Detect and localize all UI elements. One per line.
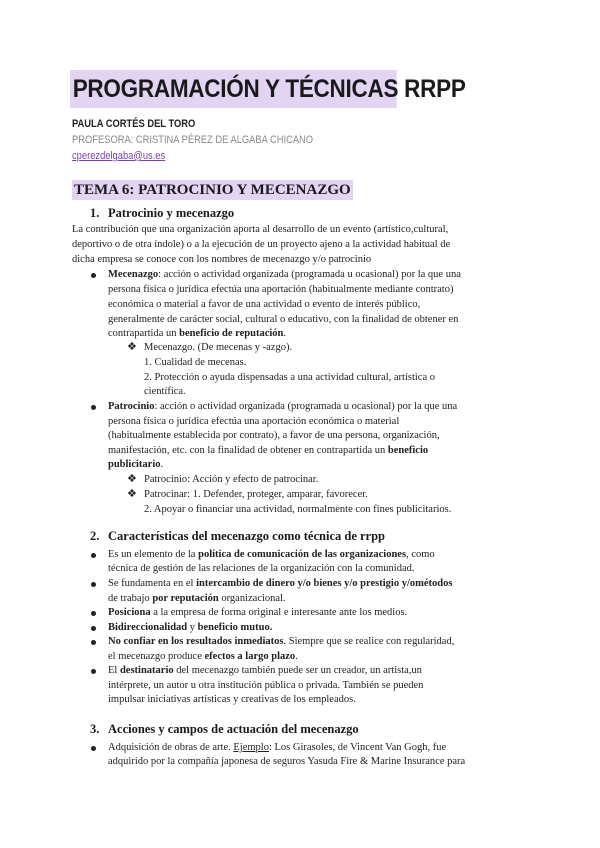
patrocinio-sub-3: 2. Apoyar o financiar una actividad, normalmente con fines publicitarios. [144, 504, 452, 515]
section-2-number: 2. [90, 529, 100, 543]
mecenazgo-line-4: generalmente de carácter social, cultural o educativo, con la finalidad de obtener en [108, 314, 459, 325]
bullet-icon [91, 746, 96, 751]
s2-b2a: Se fundamenta en el [108, 578, 197, 589]
patrocinio-term: Patrocinio [108, 401, 155, 412]
s2-b6a: El [108, 665, 120, 676]
intro-line-2: deportivo o de otra índole) o a la ejecución de un proyecto ajeno a la actividad habitual de [72, 239, 451, 250]
document-title: PROGRAMACIÓN Y TÉCNICAS RRPP [70, 70, 397, 108]
s2-b2c: de trabajo [108, 593, 153, 604]
intro-line-1: La contribución que una organización aporta al desarrollo de un evento (artístico,cultural, [72, 224, 449, 235]
author-name: PAULA CORTÉS DEL TORO [72, 118, 196, 130]
diamond-bullet-icon: ❖ [127, 473, 137, 485]
section-2-heading [90, 529, 385, 544]
s2-bullet-6-line-1 [108, 663, 422, 678]
section-1-number: 1. [90, 206, 100, 220]
bullet-icon [91, 626, 96, 631]
bullet-icon [91, 669, 96, 674]
mecenazgo-l5c: . [283, 328, 286, 339]
s2-b4a: Bidireccionalidad [108, 622, 188, 633]
mecenazgo-sub-2: 1. Cualidad de mecenas. [144, 357, 247, 368]
bullet-icon [91, 582, 96, 587]
s2-bullet-1-line-2: técnica de gestión de las relaciones de la organización con la comunidad. [108, 563, 415, 574]
s2-b5b: . Siempre que se realice con regularidad, [283, 636, 455, 647]
s2-b2d: por reputación [152, 593, 219, 604]
bullet-icon [91, 611, 96, 616]
s2-b1b: política de comunicación de las organizaciones [198, 549, 407, 560]
diamond-bullet-icon: ❖ [127, 341, 137, 353]
intro-line-3: dicha empresa se conoce con los nombres de mecenazgo y/o patrocinio [72, 254, 372, 265]
bullet-icon [91, 640, 96, 645]
email-link[interactable]: cperezdelgaba@us.es [72, 150, 166, 162]
s2-b2b: intercambio de dinero y/o bienes y/o prestigio y/ométodos [196, 578, 453, 589]
mecenazgo-sub-4: científica. [144, 386, 186, 397]
s2-b1c: , como [406, 549, 435, 560]
diamond-bullet-icon: ❖ [127, 488, 137, 500]
s2-bullet-6-line-2: intérprete, un autor u otra institución pública o privada. También se pueden [108, 680, 424, 691]
s2-b6b: destinatario [119, 665, 174, 676]
patrocinio-l4a: manifestación, etc. con la finalidad de obtener en contrapartida un [108, 445, 388, 456]
patrocinio-line-5 [108, 457, 163, 472]
mecenazgo-l5b: beneficio de reputación [179, 328, 284, 339]
s2-b3b: a la empresa de forma original e interesante ante los medios. [150, 607, 408, 618]
patrocinio-line-4 [108, 443, 428, 458]
s3-bullet-1-line-2: adquirido por la compañía japonesa de seguros Yasuda Fire & Marine Insurance para [108, 756, 466, 767]
patrocinio-sub-2: Patrocinar: 1. Defender, proteger, amparar, favorecer. [144, 489, 368, 500]
s2-bullet-5-line-2 [108, 649, 298, 664]
s3-b1b: Ejemplo [233, 742, 269, 753]
patrocinio-l5a: publicitario [108, 459, 161, 470]
section-2-title: Características del mecenazgo como técnica de rrpp [108, 529, 385, 543]
s3-b1c: : Los Girasoles, de Vincent Van Gogh, fue [268, 742, 447, 753]
section-3-heading [90, 722, 359, 737]
mecenazgo-line-2: persona física o jurídica efectúa una aportación (habitualmente mediante contrato) [108, 284, 454, 295]
s2-bullet-3 [108, 605, 407, 620]
s2-bullet-4 [108, 620, 272, 635]
mecenazgo-line-3: económica o material a favor de una actividad o evento de interés público, [108, 299, 421, 310]
s3-bullet-1-line-1 [108, 740, 446, 755]
patrocinio-l5b: . [160, 459, 164, 470]
s2-b2e: organizacional. [218, 593, 286, 604]
section-1-title: Patrocinio y mecenazgo [108, 206, 235, 220]
s2-b5a: No confiar en los resultados inmediatos [108, 636, 284, 647]
s2-b4c: beneficio mutuo. [197, 622, 273, 633]
tema-heading: TEMA 6: PATROCINIO Y MECENAZGO [74, 182, 351, 198]
section-3-title: Acciones y campos de actuación del mecenazgo [108, 722, 359, 736]
s2-bullet-5-line-1 [108, 634, 454, 649]
s2-bullet-1-line-1 [108, 547, 435, 562]
mecenazgo-sub-1: Mecenazgo. (De mecenas y -azgo). [144, 342, 293, 353]
s2-b4b: y [187, 622, 198, 633]
s3-b1a: Adquisición de obras de arte. [108, 742, 234, 753]
s2-bullet-6-line-3: impulsar iniciativas artísticas y creativas de los empleados. [108, 694, 356, 705]
teacher-name: PROFESORA: CRISTINA PÉREZ DE ALGABA CHICANO [72, 134, 314, 146]
patrocinio-l4b: beneficio [387, 445, 429, 456]
patrocinio-line-1 [108, 399, 457, 414]
mecenazgo-l5a: contrapartida un [108, 328, 180, 339]
mecenazgo-term: Mecenazgo [108, 269, 159, 280]
patrocinio-line-3: (habitualmente establecida por contrato), a favor de una persona, organización, [108, 430, 440, 441]
s2-bullet-2-line-1 [108, 576, 452, 591]
s2-bullet-2-line-2 [108, 591, 286, 606]
s2-b5d: efectos a largo plazo [204, 651, 296, 662]
s2-b6c: del mecenazgo también puede ser un creador, un artista,un [173, 665, 422, 676]
bullet-icon [91, 273, 96, 278]
patrocinio-def-1: : acción o actividad organizada (programada u ocasional) por la que una [154, 401, 458, 412]
mecenazgo-def-1: : acción o actividad organizada (programada u ocasional) por la que una [158, 269, 461, 280]
bullet-icon [91, 405, 96, 410]
mecenazgo-sub-3: 2. Protección o ayuda dispensadas a una actividad cultural, artística o [144, 372, 435, 383]
section-1-heading [90, 206, 234, 221]
s2-b1a: Es un elemento de la [108, 549, 199, 560]
patrocinio-sub-1: Patrocinio: Acción y efecto de patrocinar. [144, 474, 319, 485]
s2-b3a: Posiciona [108, 607, 151, 618]
mecenazgo-line-5 [108, 326, 286, 341]
s2-b5c: el mecenazgo produce [108, 651, 205, 662]
bullet-icon [91, 553, 96, 558]
section-3-number: 3. [90, 722, 100, 736]
patrocinio-line-2: persona física o jurídica efectúa una aportación económica o material [108, 416, 400, 427]
mecenazgo-line-1 [108, 267, 461, 282]
s2-b5e: . [295, 651, 298, 662]
